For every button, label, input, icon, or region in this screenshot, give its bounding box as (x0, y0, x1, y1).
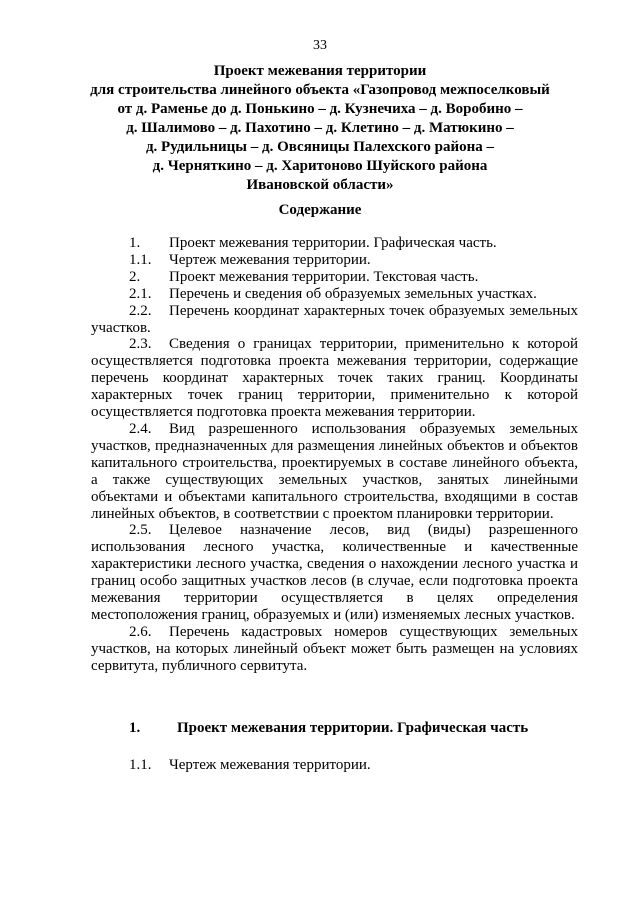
toc-item (91, 336, 578, 421)
section-title: Проект межевания территории. Графическая часть (177, 720, 529, 736)
toc-item-text: Перечень и сведения об образуемых земельных участках. (169, 285, 537, 302)
toc-heading: Содержание (278, 202, 362, 218)
section-number: 1. (129, 720, 141, 736)
toc-item-number: 1. (129, 235, 141, 251)
subsection-number: 1.1. (129, 757, 152, 773)
toc-item-text: Целевое назначение лесов, вид (виды) разрешенного использования лесного участка, количественные и качественные характеристики лесного участка, сведения о нахождении лесного участка и границ особо защитных участков лесов (в случае, если подготовка проекта межевания территории осуществляется в целях определения местоположения границ, образуемых и (или) изменяемых лесных участков. (91, 522, 578, 623)
section-heading (129, 720, 528, 737)
page-number: 33 (313, 38, 327, 53)
toc-item-text: Перечень кадастровых номеров существующих земельных участков, на которых линейный объект может быть размещен на условиях сервитута, публичного сервитута. (91, 623, 578, 674)
title-line: Проект межевания территории (213, 63, 427, 79)
title-line: д. Рудильницы – д. Овсяницы Палехского района – (145, 139, 495, 155)
toc-item-number: 2.1. (129, 285, 152, 302)
toc-item-text: Проект межевания территории. Текстовая часть. (169, 268, 479, 285)
toc-item-number: 2.5. (129, 522, 152, 539)
toc-item (91, 269, 578, 286)
title-line: от д. Раменье до д. Понькино – д. Кузнечиха – д. Воробино – (117, 101, 523, 117)
subsection-title: Чертеж межевания территории. (169, 757, 371, 773)
toc-item-number: 2.3. (129, 336, 152, 353)
toc-item (91, 522, 578, 623)
toc-item-text: Вид разрешенного использования образуемых земельных участков, предназначенных для размещения линейных объектов и объектов капитального строительства, проектируемых в составе линейного объекта, а также существующих земельных участков, занятых линейными объектами и объектами капитального строительства, входящими в состав линейных объектов, в соответствии с проектом планировки территории. (91, 420, 578, 522)
toc-item (91, 252, 578, 269)
toc-item (91, 235, 578, 252)
toc-item (91, 421, 578, 522)
toc-item-number: 2.4. (129, 420, 152, 437)
toc-item-text: Чертеж межевания территории. (169, 251, 371, 268)
table-of-contents (91, 235, 578, 675)
toc-item-number: 1.1. (129, 251, 152, 268)
subsection-heading (129, 757, 371, 774)
title-line: д. Черняткино – д. Харитоново Шуйского района (152, 158, 488, 174)
toc-item (91, 624, 578, 675)
toc-item-number: 2.2. (129, 302, 152, 319)
toc-item-number: 2.6. (129, 623, 152, 640)
toc-item (91, 286, 578, 303)
title-line: для строительства линейного объекта «Газопровод межпоселковый (90, 82, 550, 98)
toc-item-text: Проект межевания территории. Графическая часть. (169, 235, 497, 251)
toc-item-text: Сведения о границах территории, применительно к которой осуществляется подготовка проекта межевания территории, содержащие перечень координат характерных точек таких границ. Координаты характерных точек границ территории, применительно к которой осуществляется подготовка проекта межевания территории. (91, 336, 578, 421)
document-title (80, 62, 560, 195)
title-line: д. Шалимово – д. Пахотино – д. Клетино – д. Матюкино – (126, 120, 514, 136)
title-line: Ивановской области» (246, 177, 394, 193)
toc-item-text: Перечень координат характерных точек образуемых земельных участков. (91, 302, 578, 336)
toc-item-number: 2. (129, 268, 141, 285)
toc-item (91, 303, 578, 337)
